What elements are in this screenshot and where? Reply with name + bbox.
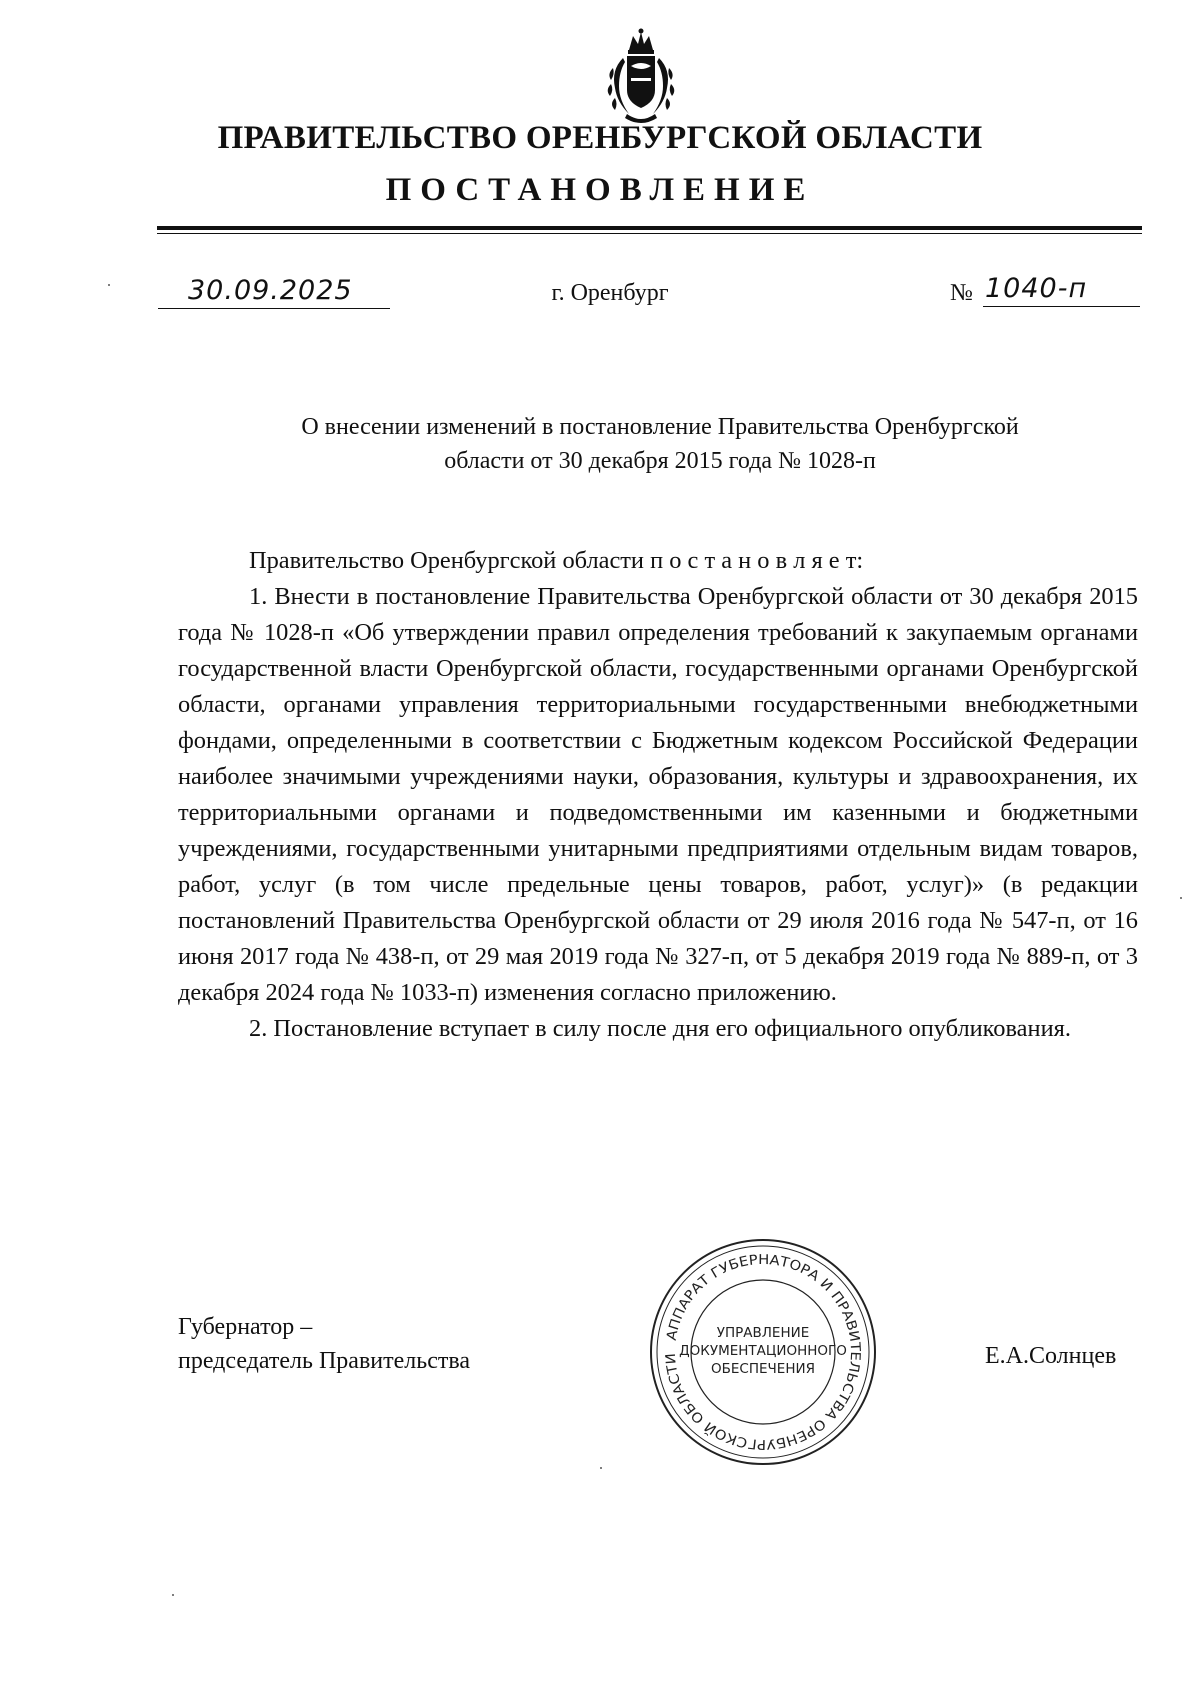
document-type-title: ПОСТАНОВЛЕНИЕ <box>385 172 815 208</box>
document-body <box>178 543 1138 1047</box>
resolution-item-1: 1. Внести в постановление Правительства Оренбургской области от 30 декабря 2015 года № 1028-п «Об утверждении правил определения требований к закупаемым органами государственной власти Оренбургской области, государственными органами Оренбургской области, органами управления территориальными государственными внебюджетными фондами, определенными в соответствии с Бюджетным кодексом Российской Федерации наиболее значимыми учреждениями науки, образования, культуры и здравоохранения, их территориальными органами и подведомственными им казенными и бюджетными учреждениями, государственными унитарными предприятиями отдельным видам товаров, работ, услуг (в том числе предельные цены товаров, работ, услуг)» (в редакции постановлений Правительства Оренбургской области от 29 июля 2016 года № 547-п, от 16 июня 2017 года № 438-п, от 29 мая 2019 года № 327-п, от 5 декабря 2019 года № 889-п, от 3 декабря 2024 года № 1033-п) изменения согласно приложению. <box>178 583 1138 1006</box>
stamp-center-line: ОБЕСПЕЧЕНИЯ <box>711 1361 815 1377</box>
document-subject <box>160 410 1160 478</box>
number-value: 1040-п <box>985 273 1088 304</box>
resolution-intro: Правительство Оренбургской области п о с т а н о в л я е т: <box>249 547 864 574</box>
number-underline <box>983 306 1140 307</box>
city: г. Оренбург <box>551 280 669 306</box>
scan-speck <box>172 1594 174 1596</box>
header-rule-thin <box>157 233 1142 234</box>
coat-of-arms-icon <box>605 28 677 126</box>
scan-speck <box>1180 897 1182 899</box>
scan-speck <box>108 284 110 286</box>
subject-line: О внесении изменений в постановление Правительства Оренбургской <box>301 414 1019 440</box>
subject-line: области от 30 декабря 2015 года № 1028-п <box>444 448 876 474</box>
stamp-center-line: УПРАВЛЕНИЕ <box>716 1325 810 1341</box>
official-stamp <box>648 1237 878 1467</box>
date-value: 30.09.2025 <box>188 275 353 306</box>
header-rule-thick <box>157 226 1142 230</box>
signer-position <box>178 1310 470 1378</box>
number-label: № <box>950 280 973 306</box>
date-underline <box>158 308 390 309</box>
resolution-item-2: 2. Постановление вступает в силу после дня его официального опубликования. <box>249 1015 1071 1042</box>
stamp-center-line: ДОКУМЕНТАЦИОННОГО <box>679 1343 847 1359</box>
government-title: ПРАВИТЕЛЬСТВО ОРЕНБУРГСКОЙ ОБЛАСТИ <box>217 120 983 156</box>
stamp-ring-text: АППАРАТ ГУБЕРНАТОРА И ПРАВИТЕЛЬСТВА ОРЕНБУРГСКОЙ ОБЛАСТИ <box>662 1251 864 1453</box>
signer-name: Е.А.Солнцев <box>985 1343 1117 1369</box>
signer-position-line: Губернатор – <box>178 1314 313 1340</box>
signer-position-line: председатель Правительства <box>178 1348 471 1374</box>
scan-speck <box>600 1467 602 1469</box>
